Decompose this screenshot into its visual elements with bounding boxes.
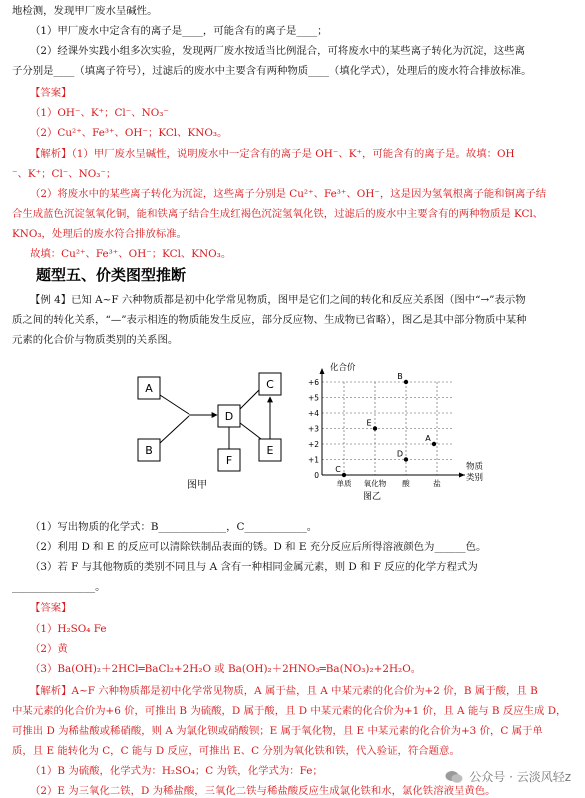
example-line-3: 元素的化合价与物质类别的关系图。 <box>12 334 179 346</box>
analysis-line-2: ⁻、K⁺；Cl⁻、NO₃⁻； <box>12 168 117 180</box>
question-1: （1）甲厂废水中定含有的离子是____，可能含有的离子是____； <box>30 25 328 37</box>
point-c <box>342 473 346 477</box>
chart-yi <box>300 358 490 508</box>
analysis-line-3: （2）将废水中的某些离子转化为沉淀，这些离子分别是 Cu²⁺、Fe³⁺、OH⁻，这是因为氢氧根离子能和铜离子结 <box>30 188 547 200</box>
x-axis-arrow <box>459 473 465 478</box>
x-tick-label: 酸 <box>402 479 410 488</box>
box-a-label: A <box>145 382 153 395</box>
y-tick-label: +3 <box>307 424 319 434</box>
answer-label-2: 【答案】 <box>30 602 72 614</box>
x-axis-label-line-2: 类别 <box>466 473 484 483</box>
y-tick-label: +5 <box>307 393 319 403</box>
y-tick-label: +4 <box>307 409 319 418</box>
x-tick-label: 单质 <box>336 479 352 488</box>
box-f-label: F <box>225 454 233 467</box>
point-e <box>373 426 377 430</box>
point-label-a: A <box>425 434 431 443</box>
sub-question-2: （2）利用 D 和 E 的反应可以清除铁制品表面的锈。D 和 E 充分反应后所得溶液颜色为______色。 <box>30 541 487 553</box>
point-d <box>404 457 408 461</box>
point-b <box>404 380 408 384</box>
answer2-3: （3）Ba(OH)₂＋2HCl═BaCl₂+2H₂O 或 Ba(OH)₂＋2HNO₃═Ba(NO₃)₂+2H₂O。 <box>30 663 422 675</box>
x-axis-label-line-1: 物质 <box>466 462 484 472</box>
answer-label: 【答案】 <box>30 87 72 99</box>
answer2-2: （2）黄 <box>30 643 68 655</box>
y-tick-label: +2 <box>307 440 319 449</box>
question-2-line-2: 子分别是____（填离子符号），过滤后的废水中主要含有两种物质____（填化学式），处理后的废水符合排放标准。 <box>12 65 532 77</box>
point-label-b: B <box>397 372 403 381</box>
example-line-2: 质之间的转化关系，“—”表示相连的物质能发生反应，部分反应物、生成物已省略），图乙是其中部分物质中某种 <box>12 314 527 326</box>
x-tick-label: 氧化物 <box>363 479 387 488</box>
sub-question-1: （1）写出物质的化学式：B_____________，C____________。 <box>30 521 318 533</box>
diagram-jia <box>125 360 295 500</box>
analysis2-line-4: 质，且 E 能转化为 C，C 能与 D 反应，可推出 E、C 分别为氧化铁和铁，代入验证，符合题意。 <box>12 745 460 757</box>
analysis2-line-3: 可推出 D 为稀盐酸或稀硝酸，则 A 为氯化钡或硝酸钡；E 属于氧化物，且 E 中某元素的化合价为+3 价，C 属于单 <box>12 725 543 737</box>
analysis-line-1: 【解析】（1）甲厂废水呈碱性，说明废水中一定含有的离子是 OH⁻、K⁺，可能含有的离子是。故填：OH <box>30 148 515 160</box>
point-a <box>432 442 436 446</box>
chart-yi-caption: 图乙 <box>362 492 382 502</box>
watermark <box>445 768 571 785</box>
y-axis-arrow <box>320 368 325 374</box>
y-tick-label: 0 <box>314 471 319 480</box>
box-e-label: E <box>266 444 274 457</box>
analysis-line-6: 故填：Cu²⁺、Fe³⁺、OH⁻；KCl、KNO₃。 <box>30 248 232 260</box>
answer2-1: （1）H₂SO₄ Fe <box>30 623 107 635</box>
y-tick-label: +6 <box>307 378 319 387</box>
sub-question-3: （3）若 F 与其他物质的类别不同且与 A 含有一种相同金属元素，则 D 和 F 反应的化学方程式为 <box>30 561 478 573</box>
analysis-line-5: KNO₃，处理后的废水符合排放标准。 <box>12 228 188 240</box>
y-axis-label: 化合价 <box>330 363 356 373</box>
point-label-d: D <box>396 449 404 459</box>
x-tick-label: 盐 <box>433 479 441 488</box>
answer-2: （2）Cu²⁺、Fe³⁺、OH⁻；KCl、KNO₃。 <box>30 127 228 139</box>
analysis2-line-2: 中某元素的化合价为+6 价，可推出 B 为硫酸，D 属于酸，且 D 中某元素的化合价为+1 价，且 A 能与 B 反应生成 D， <box>12 705 567 717</box>
box-b-label: B <box>145 444 153 457</box>
text-line: 地检测，发现甲厂废水呈碱性。 <box>12 5 158 17</box>
analysis2-line-1: 【解析】A~F 六种物质都是初中化学常见物质，A 属于盐，且 A 中某元素的化合价为+2 价，B 属于酸，且 B <box>30 685 538 697</box>
box-d-label: D <box>224 410 234 423</box>
answer-1: （1）OH⁻、K⁺；Cl⁻、NO₃⁻ <box>30 107 169 119</box>
example-line-1: 【例 4】已知 A~F 六种物质都是初中化学常见物质，图甲是它们之间的转化和反应关系图（图中“→”表示物 <box>30 294 526 306</box>
y-tick-label: +1 <box>307 455 319 465</box>
point-label-c: C <box>335 465 341 474</box>
analysis2-line-6: （2）E 为三氧化二铁，D 为稀盐酸，三氧化二铁与稀盐酸反应生成氯化铁和水，氯化铁溶液呈黄色。 <box>30 785 496 797</box>
analysis2-line-5: （1）B 为硫酸，化学式为：H₂SO₄；C 为铁，化学式为：Fe； <box>30 765 323 777</box>
box-c-label: C <box>266 378 274 391</box>
question-2-line-1: （2）经课外实践小组多次实验，发现两厂废水按适当比例混合，可将废水中的某些离子转化为沉淀，这些离 <box>30 45 525 57</box>
diagram-jia-caption: 图甲 <box>187 480 207 491</box>
sub-question-3-blank: ________________。 <box>12 581 106 593</box>
section-heading: 题型五、价类图型推断 <box>36 266 187 284</box>
watermark-text: 公众号 · 云淡风轻z <box>469 770 571 784</box>
point-label-e: E <box>366 418 372 428</box>
analysis-line-4: 合生成蓝色沉淀氢氧化铜，能和铁离子结合生成红褐色沉淀氢氧化铁，过滤后的废水中主要含有的两种物质是 KCl、 <box>12 208 544 220</box>
wechat-icon <box>445 770 463 784</box>
